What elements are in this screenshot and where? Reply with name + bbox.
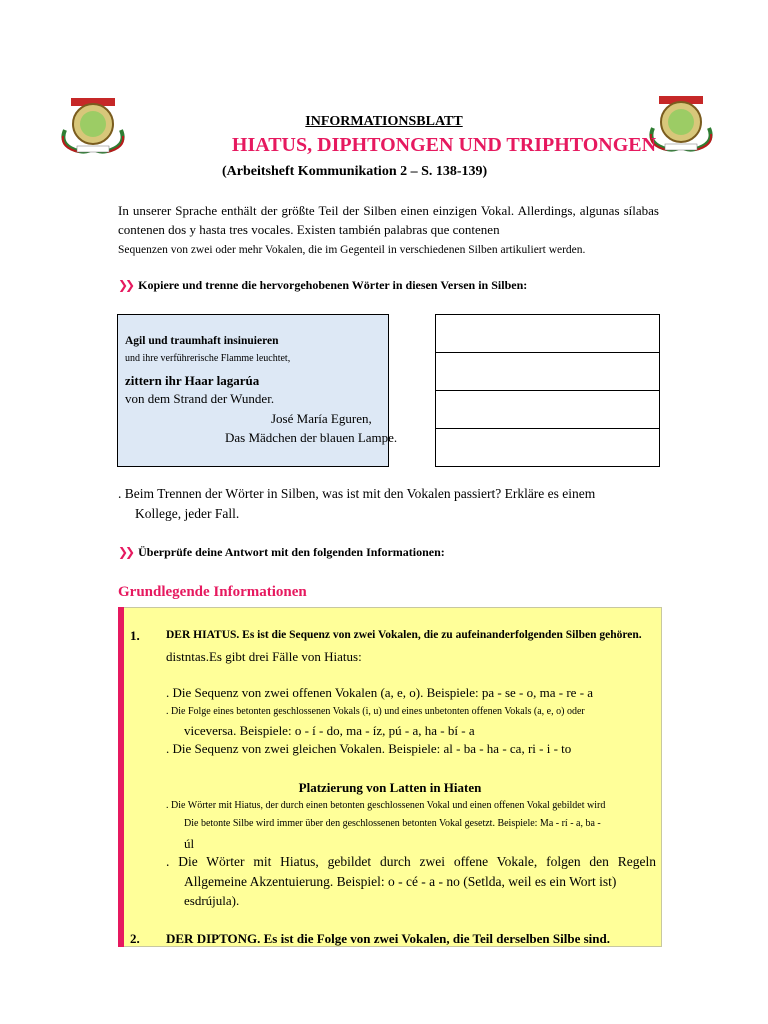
section-title: Grundlegende Informationen	[118, 584, 307, 600]
question-text: . Beim Trennen der Wörter in Silben, was ist mit den Vokalen passiert? Erkläre es einem	[118, 486, 596, 501]
document-heading: HIATUS, DIPHTONGEN UND TRIPHTONGEN	[231, 134, 657, 156]
intro-text: In unserer Sprache enthält der größte Teil der Silben einen einzigen Vokal. Allerdings, algunas sílabas contenen dos y hasta tres vocales. Existen también palabras que contenen	[118, 203, 659, 237]
accent-rule: . Die Wörter mit Hiatus, der durch einen betonten geschlossenen Vokal und einen offenen Vokal gebildet wird	[166, 800, 606, 811]
hiatus-definition: DER HIATUS. Es ist die Sequenz von zwei Vokalen, die zu aufeinanderfolgenden Silben gehören.	[166, 629, 642, 641]
instruction-check-text: Überprüfe deine Antwort mit den folgenden Informationen:	[138, 545, 445, 559]
instruction-copy	[118, 278, 527, 293]
intro-text-small: Sequenzen von zwei oder mehr Vokalen, die im Gegenteil in verschiedenen Silben artikuliert werden.	[118, 244, 586, 256]
hiatus-continuation: distntas.Es gibt drei Fälle von Hiatus:	[166, 649, 362, 664]
instruction-check	[118, 545, 445, 560]
answer-grid	[435, 314, 660, 467]
subheading: Platzierung von Latten in Hiaten	[298, 780, 482, 795]
double-chevron-icon: ❯❯	[118, 278, 133, 292]
document-subtitle: (Arbeitsheft Kommunikation 2 – S. 138-139)	[222, 164, 488, 179]
grid-divider	[436, 428, 659, 429]
grid-divider	[436, 352, 659, 353]
item-number: 2.	[130, 931, 140, 946]
poem-author: José María Eguren,	[271, 411, 372, 426]
poem-line: Agil und traumhaft insinuieren	[125, 335, 279, 347]
intro-paragraph	[118, 201, 659, 260]
poem-work: Das Mädchen der blauen Lampe.	[225, 430, 398, 445]
accent-rule: Die betonte Silbe wird immer über den geschlossenen betonten Vokal gesetzt. Beispiele: Ma - rí - a, ba -	[184, 818, 601, 829]
hiatus-case: viceversa. Beispiele: o - í - do, ma - íz, pú - a, ha - bí - a	[184, 723, 475, 738]
question-paragraph	[118, 484, 669, 524]
accent-rule: . Die Wörter mit Hiatus, gebildet durch zwei offene Vokale, folgen den Regeln	[166, 854, 656, 869]
info-box	[118, 607, 662, 947]
poem-line: von dem Strand der Wunder.	[125, 391, 275, 406]
accent-rule: úl	[184, 836, 195, 851]
poem-line: und ihre verführerische Flamme leuchtet,	[125, 353, 291, 364]
poem-line: zittern ihr Haar lagarúa	[125, 373, 260, 388]
hiatus-case: . Die Sequenz von zwei offenen Vokalen (a, e, o). Beispiele: pa - se - o, ma - re - a	[166, 685, 594, 700]
accent-rule: esdrújula).	[184, 893, 240, 908]
poem-box	[117, 314, 398, 467]
document-title: INFORMATIONSBLATT	[305, 114, 463, 129]
info-accent-bar	[118, 607, 124, 947]
hiatus-case: . Die Sequenz von zwei gleichen Vokalen. Beispiele: al - ba - ha - ca, ri - i - to	[166, 741, 572, 756]
accent-rule: Allgemeine Akzentuierung. Beispiel: o - cé - a - no (Setlda, weil es ein Wort ist)	[184, 874, 617, 889]
double-chevron-icon: ❯❯	[118, 545, 133, 559]
diptong-definition: DER DIPTONG. Es ist die Folge von zwei Vokalen, die Teil derselben Silbe sind.	[166, 931, 610, 946]
grid-divider	[436, 390, 659, 391]
hiatus-case: . Die Folge eines betonten geschlossenen Vokals (i, u) und eines unbetonten offenen Vokals (a, e, o) oder	[166, 706, 585, 717]
item-number: 1.	[130, 628, 140, 643]
instruction-copy-text: Kopiere und trenne die hervorgehobenen Wörter in diesen Versen in Silben:	[138, 278, 528, 292]
question-text: Kollege, jeder Fall.	[135, 506, 240, 521]
